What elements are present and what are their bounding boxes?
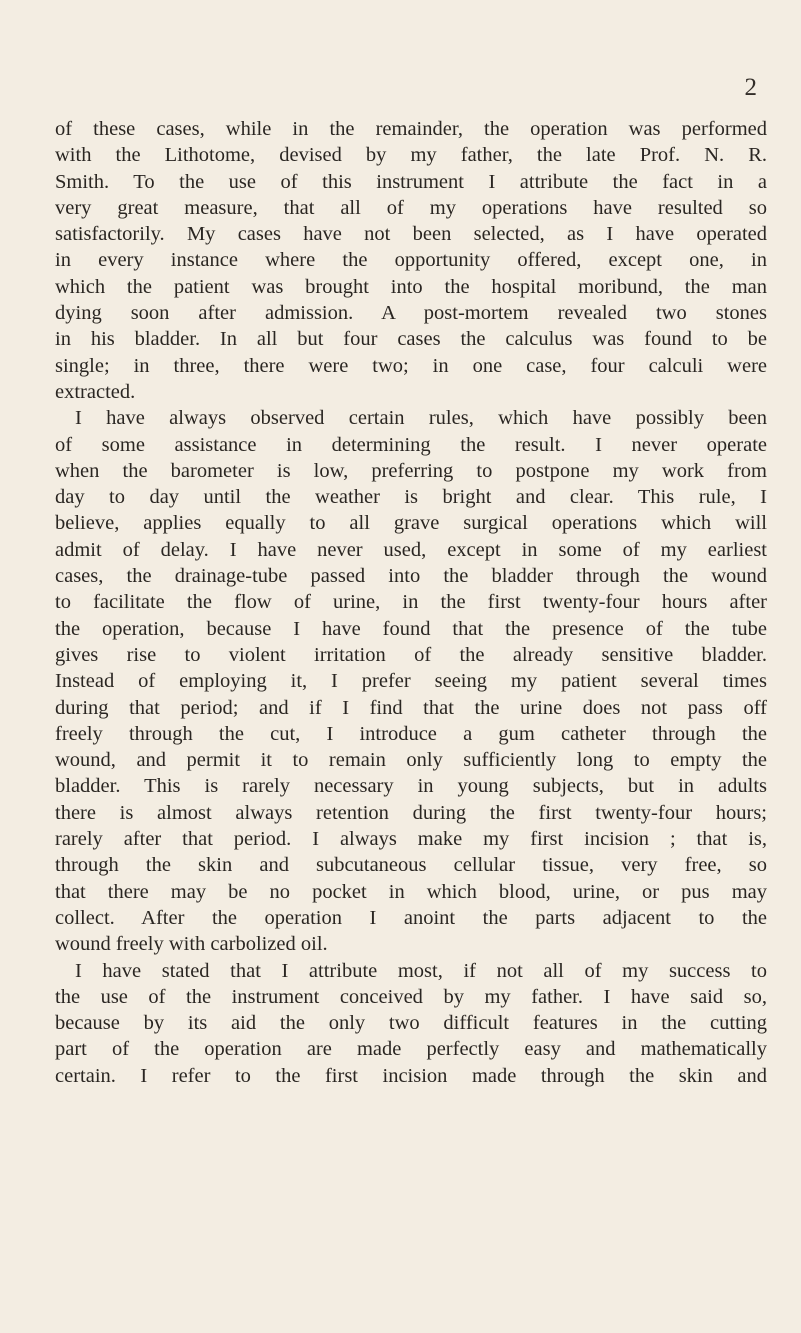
text-line: extracted. xyxy=(55,380,136,403)
text-line: collect. After the operation I anoint the parts adjacent to the xyxy=(55,906,767,929)
text-line: very great measure, that all of my operations have resulted so xyxy=(55,196,767,219)
text-line: during that period; and if I find that the urine does not pass off xyxy=(55,696,767,719)
text-line: the operation, because I have found that the presence of the tube xyxy=(55,617,767,640)
body-text xyxy=(55,116,767,1089)
text-line: through the skin and subcutaneous cellular tissue, very free, so xyxy=(55,854,767,877)
text-line: wound freely with carbolized oil. xyxy=(55,933,328,956)
text-line: wound, and permit it to remain only sufficiently long to empty the xyxy=(55,749,767,772)
text-line: which the patient was brought into the hospital moribund, the man xyxy=(55,275,767,298)
text-line: freely through the cut, I introduce a gum catheter through the xyxy=(55,722,767,745)
text-line: satisfactorily. My cases have not been selected, as I have operated xyxy=(55,223,767,246)
text-line: in every instance where the opportunity offered, except one, in xyxy=(55,249,767,272)
text-line: to facilitate the flow of urine, in the first twenty-four hours after xyxy=(55,591,767,614)
text-line: believe, applies equally to all grave surgical operations which will xyxy=(55,512,767,535)
page-number: 2 xyxy=(744,74,757,101)
text-line: when the barometer is low, preferring to postpone my work from xyxy=(55,459,767,482)
text-line: cases, the drainage-tube passed into the bladder through the wound xyxy=(55,565,767,588)
text-line: of some assistance in determining the result. I never operate xyxy=(55,433,767,456)
text-line: because by its aid the only two difficult features in the cutting xyxy=(55,1012,767,1035)
text-line: rarely after that period. I always make my first incision ; that is, xyxy=(55,828,767,851)
paragraph-3 xyxy=(55,958,767,1089)
text-line: gives rise to violent irritation of the already sensitive bladder. xyxy=(55,643,767,666)
text-line: the use of the instrument conceived by my father. I have said so, xyxy=(55,985,767,1008)
text-line: that there may be no pocket in which blood, urine, or pus may xyxy=(55,880,767,903)
text-line: Instead of employing it, I prefer seeing my patient several times xyxy=(55,670,767,693)
text-line: in his bladder. In all but four cases the calculus was found to be xyxy=(55,328,767,351)
text-line: I have always observed certain rules, which have possibly been xyxy=(75,407,767,430)
text-line: I have stated that I attribute most, if not all of my success to xyxy=(75,959,767,982)
text-line: there is almost always retention during the first twenty-four hours; xyxy=(55,801,767,824)
text-line: certain. I refer to the first incision made through the skin and xyxy=(55,1064,767,1087)
text-line: dying soon after admission. A post-mortem revealed two stones xyxy=(55,302,767,325)
text-line: day to day until the weather is bright and clear. This rule, I xyxy=(55,486,767,509)
text-line: part of the operation are made perfectly easy and mathematically xyxy=(55,1038,767,1061)
text-line: Smith. To the use of this instrument I attribute the fact in a xyxy=(55,170,767,193)
paragraph-1 xyxy=(55,116,767,405)
text-line: of these cases, while in the remainder, the operation was performed xyxy=(55,118,767,140)
text-line: admit of delay. I have never used, except in some of my earliest xyxy=(55,538,767,561)
text-line: single; in three, there were two; in one case, four calculi were xyxy=(55,354,767,377)
text-line: with the Lithotome, devised by my father, the late Prof. N. R. xyxy=(55,144,767,167)
paragraph-2 xyxy=(55,405,767,957)
text-line: bladder. This is rarely necessary in young subjects, but in adults xyxy=(55,775,767,798)
